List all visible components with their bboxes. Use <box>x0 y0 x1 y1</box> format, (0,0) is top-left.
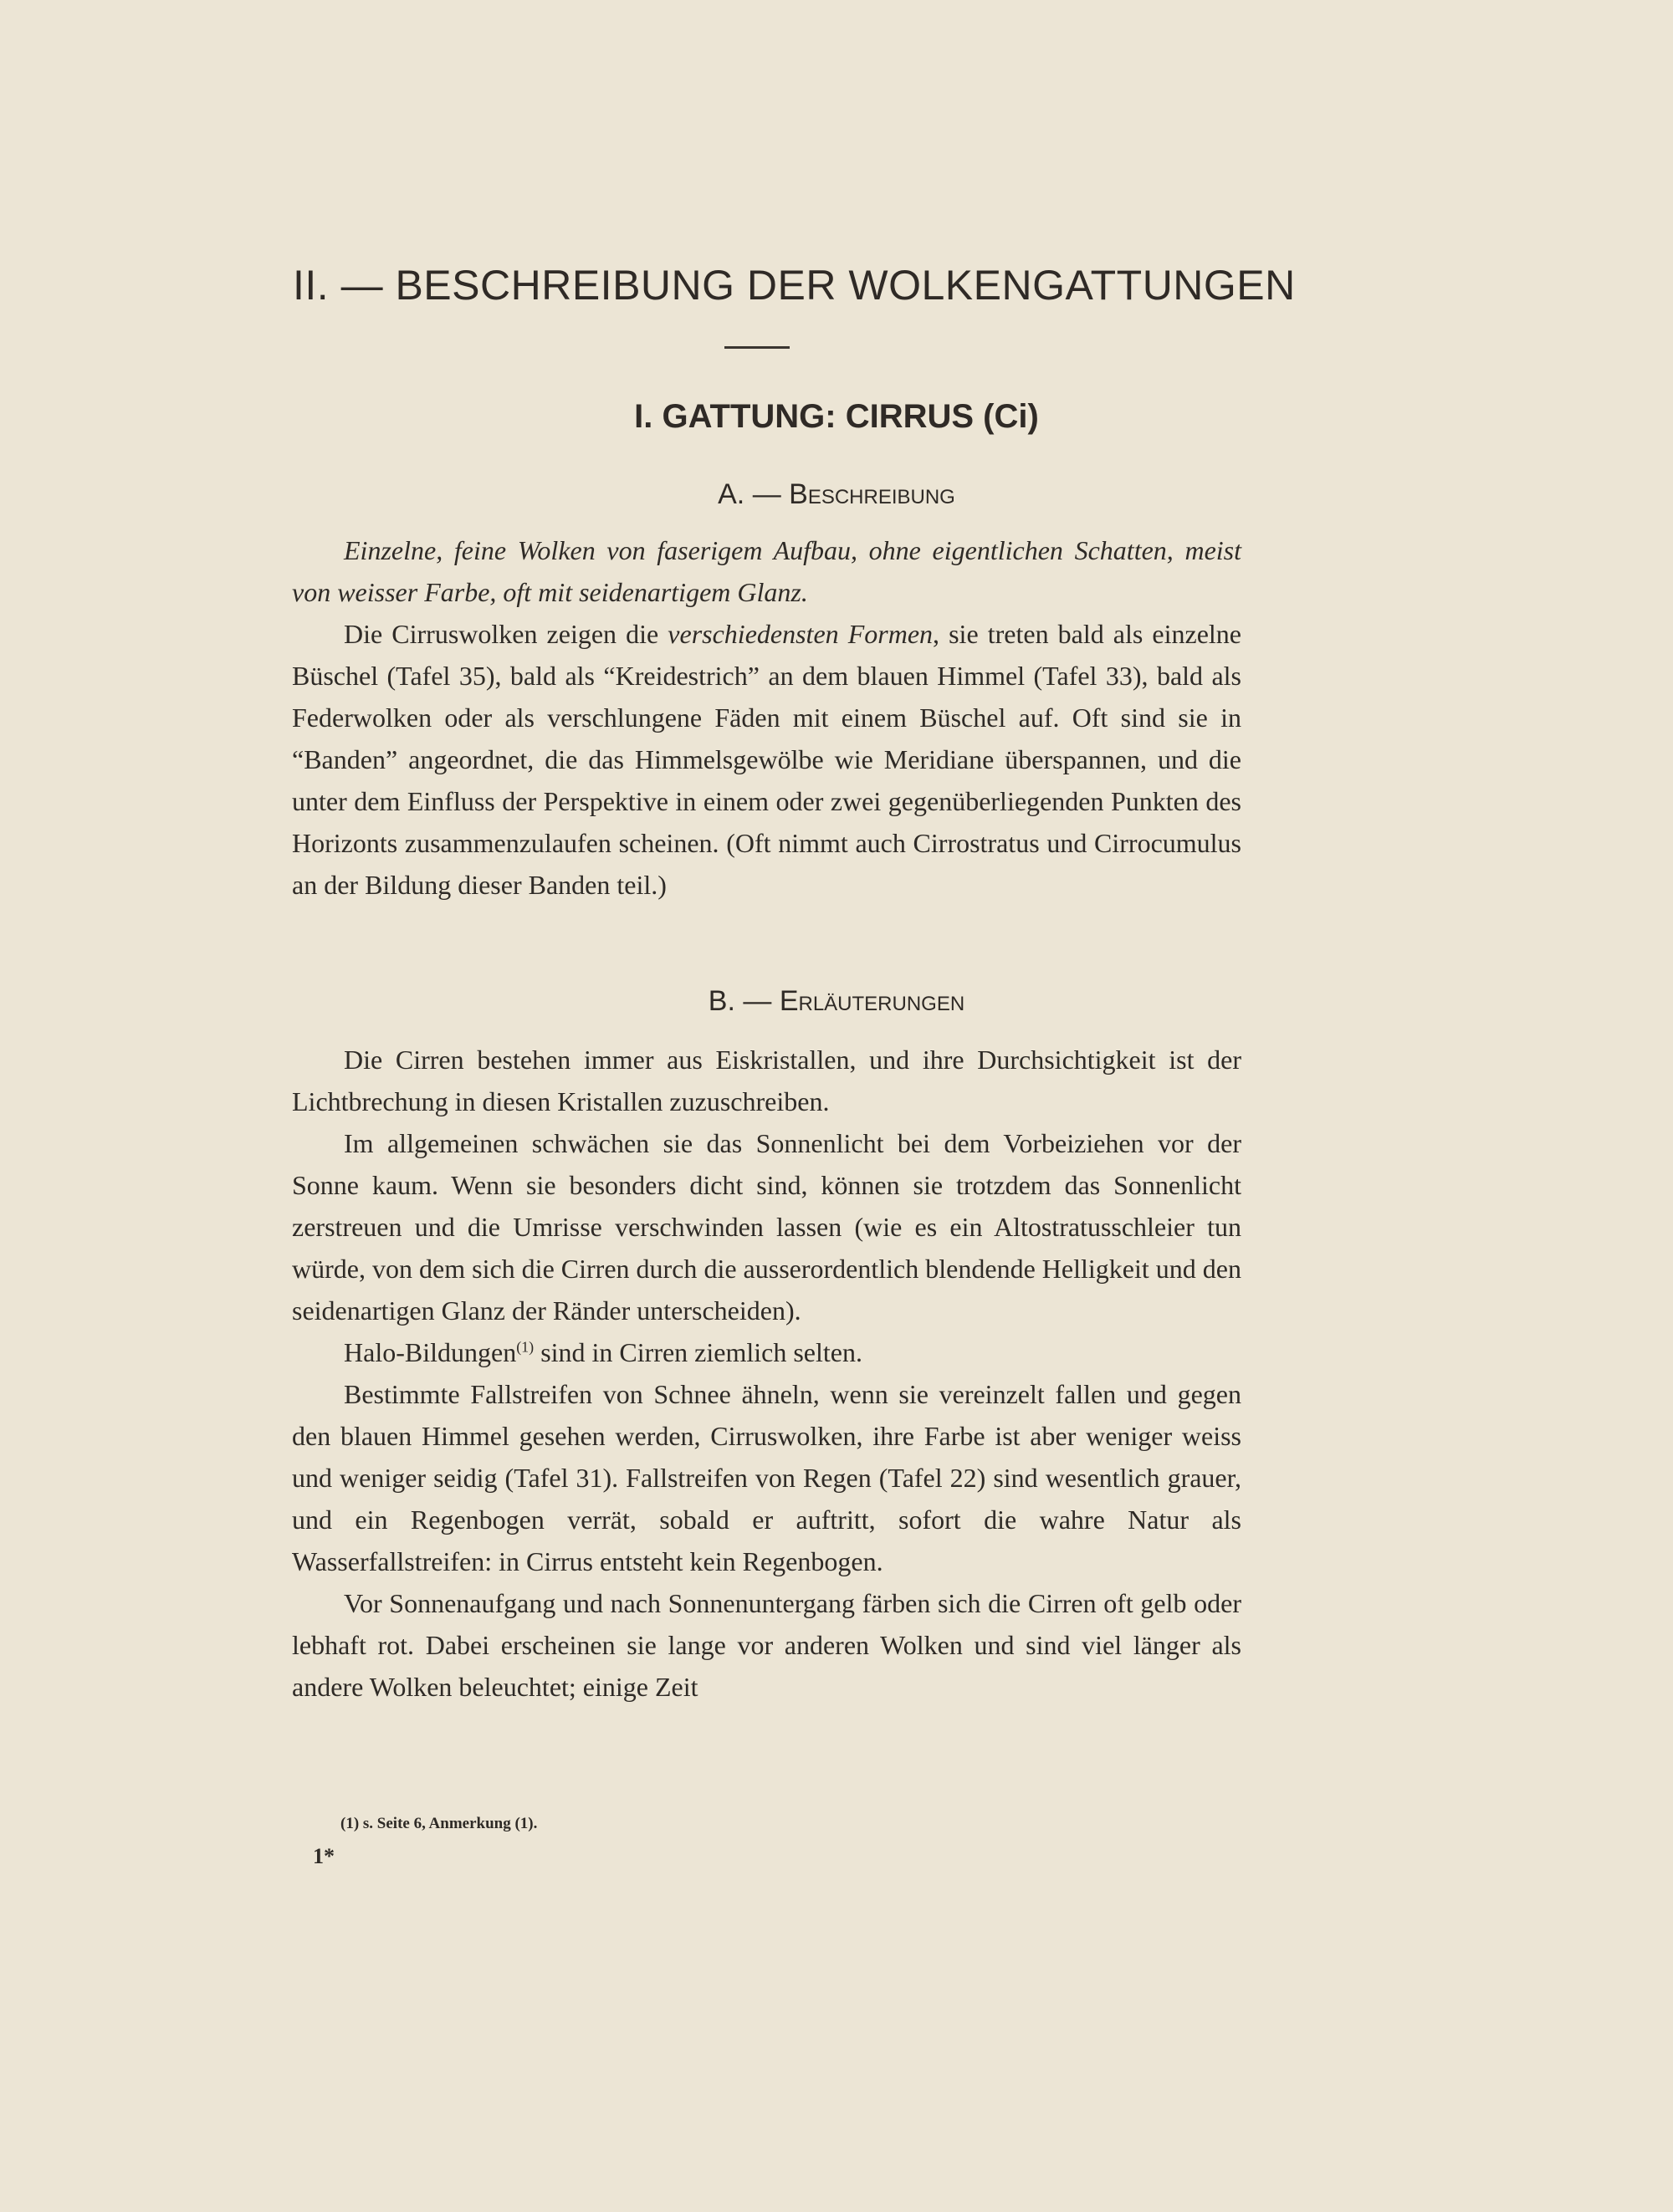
halo-text-rest: sind in Cirren ziemlich selten. <box>534 1337 862 1367</box>
paragraph-sunrise: Vor Sonnenaufgang und nach Sonnenuntergang färben sich die Cirren oft gelb oder lebhaft rot. Dabei erscheinen sie lange vor anderen Wolken und sind viel länger als andere Wolken beleuchtet; einige Zeit <box>292 1588 1241 1702</box>
chapter-title: II. — BESCHREIBUNG DER WOLKENGATTUNGEN <box>293 262 1296 309</box>
section-a-body <box>292 529 1241 906</box>
paragraph-forms <box>292 613 1241 906</box>
subheading-erlaeuterungen: B. — Erläuterungen <box>708 985 965 1017</box>
paragraph-forms-rest: , sie treten bald als einzelne Büschel (Tafel 35), bald als “Kreidestrich” an dem blauen Himmel (Tafel 33), bald als Federwolken oder als verschlungene Fäden mit einem Büschel auf. Oft sind sie in “Banden” angeordnet, die das Himmelsgewölbe wie Meridiane überspannen, und die unter dem Einfluss der Perspektive in einem oder zwei gegenüberliegenden Punkten des Horizonts zusammenzulaufen scheinen. (Oft nimmt auch Cirrostratus und Cirrocumulus an der Bildung dieser Banden teil.) <box>292 619 1242 900</box>
paragraph-forms-start: Die Cirruswolken zeigen die <box>344 619 668 649</box>
paragraph-sunlight: Im allgemeinen schwächen sie das Sonnenlicht bei dem Vorbeiziehen vor der Sonne kaum. Wenn sie besonders dicht sind, können sie trotzdem das Sonnenlicht zerstreuen und die Umrisse verschwinden lassen (wie es ein Altostratusschleier tun würde, von dem sich die Cirren durch die ausserordentlich blendende Helligkeit und den seidenartigen Glanz der Ränder unterscheiden). <box>292 1128 1241 1326</box>
paragraph-fallstreifen: Bestimmte Fallstreifen von Schnee ähneln, wenn sie vereinzelt fallen und gegen den blauen Himmel gesehen werden, Cirruswolken, ihre Farbe ist aber weniger weiss und weniger seidig (Tafel 31). Fallstreifen von Regen (Tafel 22) sind wesentlich grauer, und ein Regenbogen verrät, sobald er auftritt, sofort die wahre Natur als Wasserfallstreifen: in Cirrus entsteht kein Regenbogen. <box>292 1379 1241 1576</box>
section-title: I. GATTUNG: CIRRUS (Ci) <box>634 398 1039 435</box>
definition-paragraph: Einzelne, feine Wolken von faserigem Aufbau, ohne eigentlichen Schatten, meist von weisser Farbe, oft mit seidenartigem Glanz. <box>292 535 1241 607</box>
section-b-body <box>292 1039 1241 1708</box>
emphasis-forms: verschiedensten Formen <box>668 619 934 649</box>
paragraph-ice-crystals: Die Cirren bestehen immer aus Eiskristallen, und ihre Durchsichtigkeit ist der Lichtbrechung in diesen Kristallen zuzuschreiben. <box>292 1045 1241 1116</box>
title-divider <box>724 346 790 349</box>
subheading-beschreibung: A. — Beschreibung <box>718 478 955 510</box>
halo-text: Halo-Bildungen <box>344 1337 517 1367</box>
footnote: (1) s. Seite 6, Anmerkung (1). <box>340 1815 538 1832</box>
signature-mark: 1* <box>313 1844 335 1868</box>
footnote-ref: (1) <box>516 1338 535 1356</box>
paragraph-halo <box>292 1331 1241 1373</box>
